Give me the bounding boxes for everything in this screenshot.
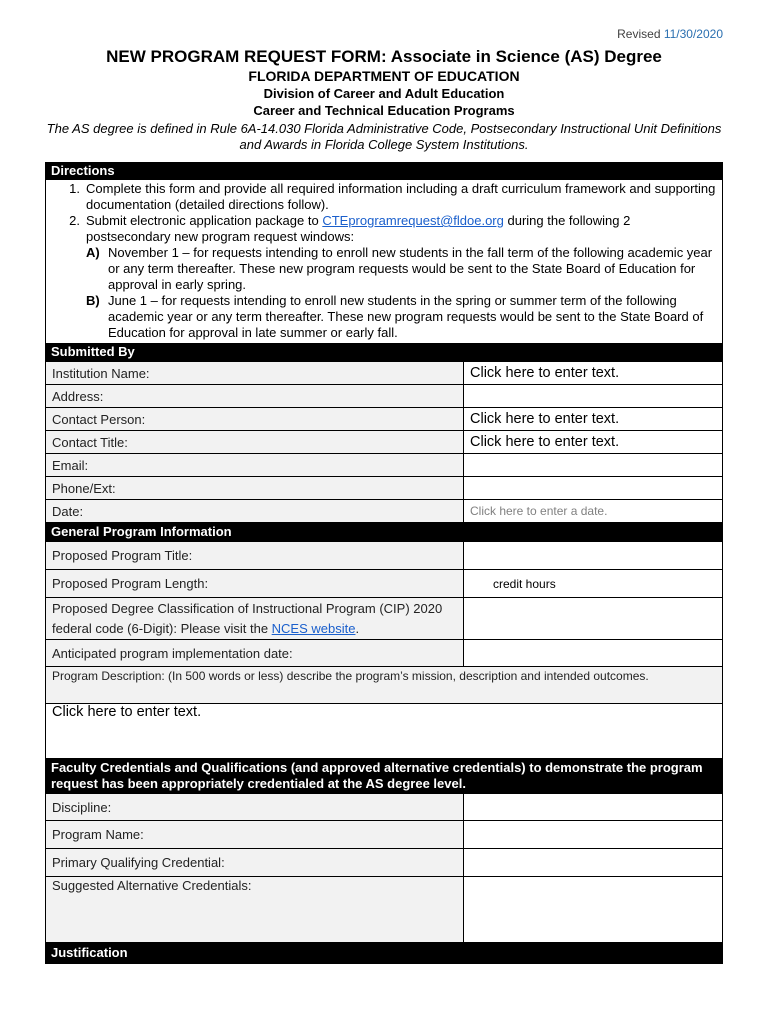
table-row (46, 431, 723, 454)
item-text (86, 213, 716, 245)
faculty-credentials-table (45, 793, 723, 943)
division-name: Division of Career and Adult Education (263, 86, 505, 101)
revised-date: 11/30/2020 (663, 27, 723, 41)
revised-label: Revised (617, 27, 664, 41)
contact-title-label: Contact Title: (46, 431, 464, 454)
submitted-by-heading: Submitted By (45, 343, 723, 361)
table-row (46, 877, 723, 943)
cip-label-text: Proposed Degree Classification of Instructional Program (CIP) 2020 federal code (6-Digit): Please visit the (52, 600, 443, 636)
alternative-credentials-field[interactable] (464, 877, 723, 943)
program-title-field[interactable] (464, 542, 723, 570)
program-name-field[interactable] (464, 821, 723, 849)
justification-heading: Justification (45, 943, 723, 964)
submitted-by-table (45, 361, 723, 523)
table-row (46, 477, 723, 500)
discipline-field[interactable] (464, 794, 723, 821)
cip-label-end: . (355, 620, 360, 636)
cip-label (46, 598, 464, 640)
address-label: Address: (46, 385, 464, 408)
primary-credential-field[interactable] (464, 849, 723, 877)
programs-name: Career and Technical Education Programs (253, 103, 515, 118)
sub-item-letter: B) (86, 293, 100, 308)
discipline-label: Discipline: (46, 794, 464, 821)
email-field[interactable] (464, 454, 723, 477)
sub-item-letter: A) (86, 245, 100, 260)
primary-credential-label: Primary Qualifying Credential: (46, 849, 464, 877)
alternative-credentials-label: Suggested Alternative Credentials: (46, 877, 464, 943)
sub-item-a (80, 245, 716, 293)
phone-label: Phone/Ext: (46, 477, 464, 500)
institution-label: Institution Name: (46, 362, 464, 385)
table-row (46, 542, 723, 570)
form-header (45, 46, 723, 153)
sub-item-text: November 1 – for requests intending to enroll new students in the fall term of the following academic year or any term thereafter. These new program requests would be sent to the State Board of Education for approval in early spring. (108, 245, 713, 292)
sub-item-b (80, 293, 716, 341)
page-title: NEW PROGRAM REQUEST FORM: Associate in Science (AS) Degree (106, 47, 662, 66)
faculty-credentials-heading: Faculty Credentials and Qualifications (and approved alternative credentials) to demonstrate the program request has been appropriately credentialed at the AS degree level. (45, 759, 723, 793)
institution-field[interactable]: Click here to enter text. (464, 362, 723, 385)
table-row (46, 704, 723, 759)
program-length-field[interactable]: credit hours (464, 570, 723, 598)
request-form (45, 162, 723, 964)
table-row (46, 598, 723, 640)
table-row (46, 385, 723, 408)
list-item (52, 213, 716, 245)
table-row (46, 821, 723, 849)
date-label: Date: (46, 500, 464, 523)
table-row (46, 362, 723, 385)
table-row (46, 500, 723, 523)
item-number: 1. (69, 181, 80, 196)
contact-person-label: Contact Person: (46, 408, 464, 431)
general-info-table (45, 541, 723, 759)
table-row (46, 570, 723, 598)
table-row (46, 667, 723, 704)
program-title-label: Proposed Program Title: (46, 542, 464, 570)
contact-title-field[interactable]: Click here to enter text. (464, 431, 723, 454)
revised-note (617, 27, 723, 41)
directions-list (45, 180, 723, 343)
email-label: Email: (46, 454, 464, 477)
department-name: FLORIDA DEPARTMENT OF EDUCATION (248, 68, 520, 84)
item-text: Complete this form and provide all required information including a draft curriculum framework and supporting documentation (detailed directions follow). (86, 181, 716, 212)
nces-website-link[interactable]: NCES website (271, 620, 356, 636)
program-description-label: Program Description: (In 500 words or less) describe the program’s mission, description and intended outcomes. (46, 667, 723, 704)
cip-field[interactable] (464, 598, 723, 640)
table-row (46, 849, 723, 877)
program-name-label: Program Name: (46, 821, 464, 849)
list-item (52, 181, 716, 213)
directions-heading: Directions (45, 162, 723, 180)
table-row (46, 408, 723, 431)
address-field[interactable] (464, 385, 723, 408)
table-row (46, 454, 723, 477)
phone-field[interactable] (464, 477, 723, 500)
table-row (46, 794, 723, 821)
date-field[interactable]: Click here to enter a date. (464, 500, 723, 523)
sub-item-text: June 1 – for requests intending to enroll new students in the spring or summer term of the following academic year or any term thereafter. These new program requests would be sent to the State Board of Education for approval in late summer or early fall. (108, 293, 704, 340)
table-row (46, 640, 723, 667)
item-number: 2. (69, 213, 80, 228)
implementation-date-label: Anticipated program implementation date: (46, 640, 464, 667)
email-link[interactable]: CTEprogramrequest@fldoe.org (322, 213, 504, 228)
general-info-heading: General Program Information (45, 523, 723, 541)
definition-text: The AS degree is defined in Rule 6A-14.030 Florida Administrative Code, Postsecondary Instructional Unit Definitions and Awards in Florida College System Institutions. (46, 121, 722, 152)
item-text-before: Submit electronic application package to (86, 213, 323, 228)
item-text-after: during the following 2 postsecondary new program request windows: (86, 213, 631, 244)
program-length-label: Proposed Program Length: (46, 570, 464, 598)
contact-person-field[interactable]: Click here to enter text. (464, 408, 723, 431)
implementation-date-field[interactable] (464, 640, 723, 667)
program-description-field[interactable]: Click here to enter text. (46, 704, 723, 759)
